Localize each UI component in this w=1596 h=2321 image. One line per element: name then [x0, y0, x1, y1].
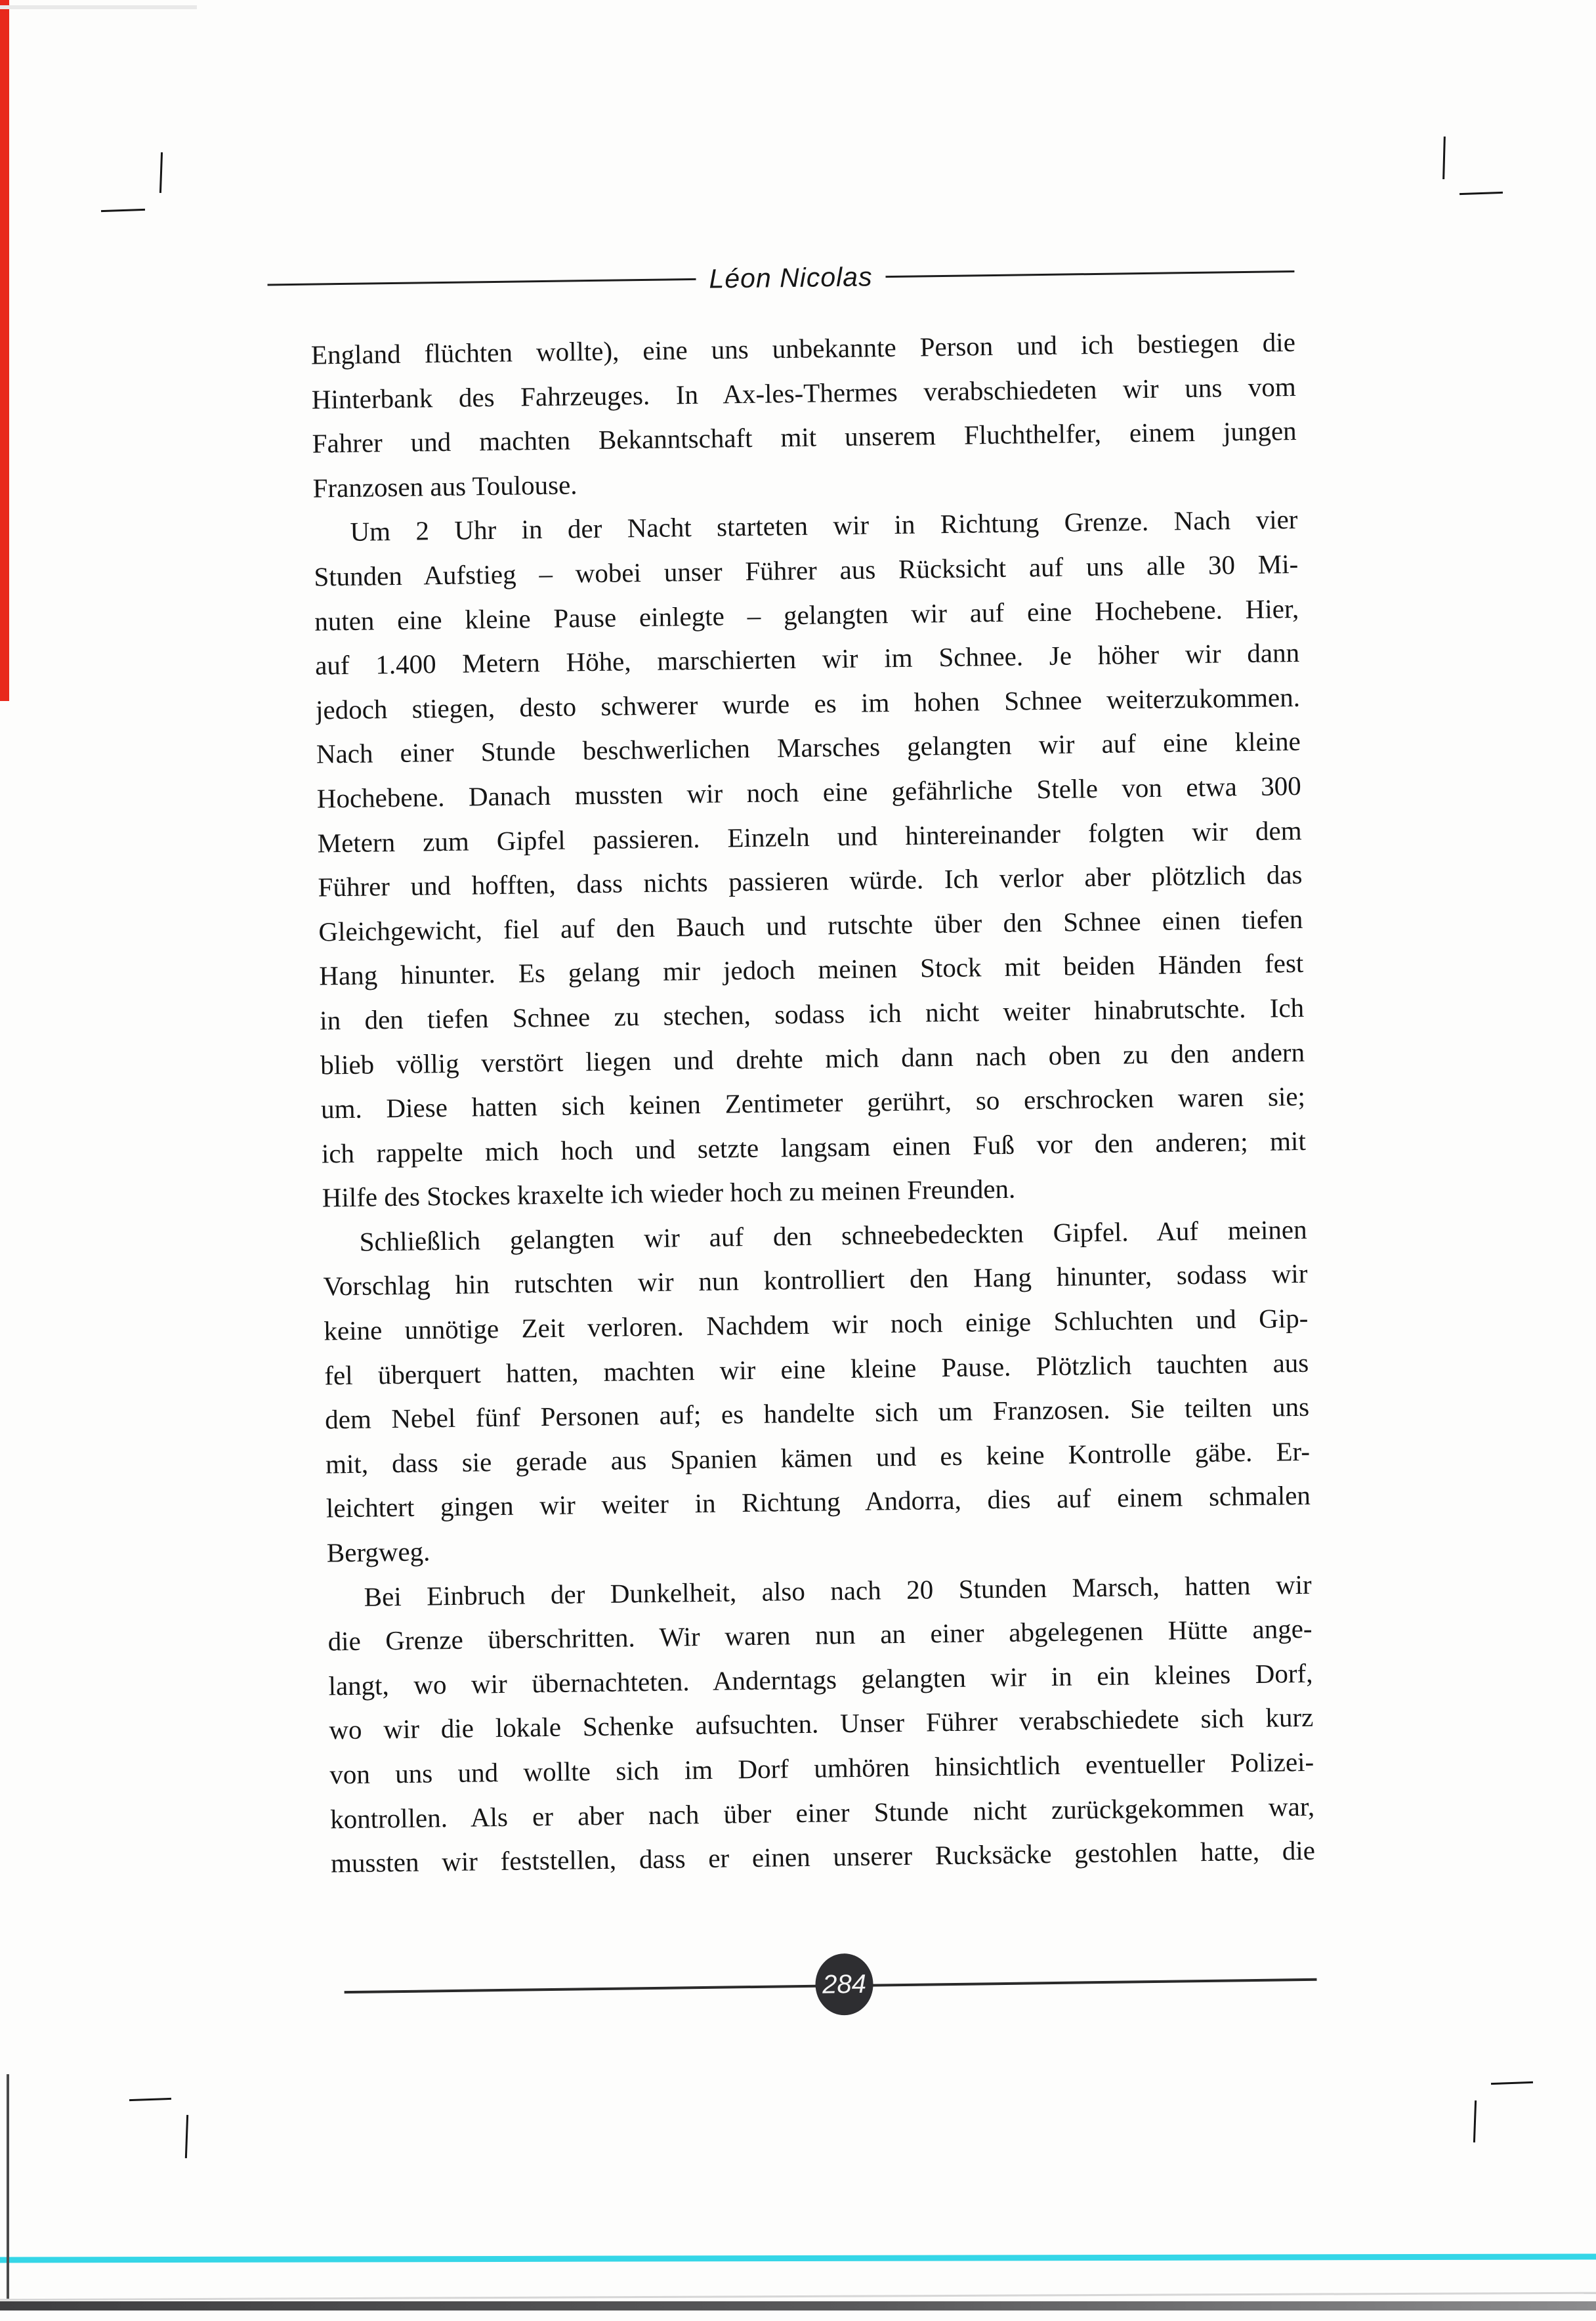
text-line: Hinterbank des Fahrzeuges. In Ax-les-Thermes verabschiedeten wir uns vom	[311, 371, 1297, 415]
text-line: Um 2 Uhr in der Nacht starteten wir in Richtung Grenze. Nach vier	[350, 504, 1298, 547]
text-line: auf 1.400 Metern Höhe, marschierten wir im Schnee. Je höher wir dann	[314, 637, 1300, 681]
text-line: Bergweg.	[326, 1536, 430, 1568]
text-line: Gleichgewicht, fiel auf den Bauch und rutschte über den Schnee einen tiefen	[318, 903, 1303, 947]
header-rule-left	[268, 278, 696, 286]
text-line: blieb völlig verstört liegen und drehte mich dann nach oben zu den andern	[320, 1036, 1305, 1080]
text-line: Hang hinunter. Es gelang mir jedoch meinen Stock mit beiden Händen fest	[319, 948, 1304, 991]
page-number: 284	[822, 1969, 867, 1999]
text-line: wo wir die lokale Schenke aufsuchten. Unser Führer verabschiedete sich kurz	[329, 1702, 1314, 1745]
text-line: jedoch stiegen, desto schwerer wurde es im hohen Schnee weiterzukommen.	[315, 681, 1301, 725]
text-line: Stunden Aufstieg – wobei unser Führer aus Rücksicht auf uns alle 30 Mi-	[314, 548, 1299, 592]
scan-left-edge-line	[7, 2074, 9, 2299]
text-line: in den tiefen Schnee zu stechen, sodass ich nicht weiter hinabrutschte. Ich	[319, 992, 1305, 1036]
header-rule-right	[885, 270, 1294, 278]
text-line: Schließlich gelangten wir auf den schneebedeckten Gipfel. Auf meinen	[359, 1214, 1307, 1257]
text-line: mussten wir feststellen, dass er einen unserer Rucksäcke gestohlen hatte, die	[330, 1835, 1316, 1879]
text-line: nuten eine kleine Pause einlegte – gelangten wir auf eine Hochebene. Hier,	[314, 593, 1299, 637]
text-line: um. Diese hatten sich keinen Zentimeter gerührt, so erschrocken waren sie;	[320, 1080, 1306, 1124]
page-footer	[344, 1946, 1317, 2024]
text-line: ich rappelte mich hoch und setzte langsam einen Fuß vor den anderen; mit	[321, 1125, 1307, 1169]
text-line: von uns und wollte sich im Dorf umhören hinsichtlich eventueller Polizei-	[329, 1746, 1314, 1790]
body-text	[311, 320, 1316, 1886]
text-line: fel überquert hatten, machten wir eine kleine Pause. Plötzlich tauchten aus	[324, 1347, 1309, 1391]
text-line: Hochebene. Danach mussten wir noch eine gefährliche Stelle von etwa 300	[316, 770, 1301, 814]
text-line: die Grenze überschritten. Wir waren nun an einer abgelegenen Hütte ange-	[327, 1613, 1312, 1657]
text-line: Nach einer Stunde beschwerlichen Marsches gelangten wir auf eine kleine	[316, 726, 1301, 769]
text-line: leichtert gingen wir weiter in Richtung Andorra, dies auf einem schmalen	[326, 1480, 1311, 1523]
text-line: dem Nebel fünf Personen auf; es handelte sich um Franzosen. Sie teilten uns	[324, 1392, 1310, 1435]
text-line: Bei Einbruch der Dunkelheit, also nach 20 Stunden Marsch, hatten wir	[364, 1569, 1312, 1612]
text-line: Hilfe des Stockes kraxelte ich wieder hoch zu meinen Freunden.	[322, 1173, 1016, 1213]
text-line: langt, wo wir übernachteten. Anderntags gelangten wir in ein kleines Dorf,	[328, 1657, 1313, 1701]
text-line: keine unnötige Zeit verloren. Nachdem wir noch einige Schluchten und Gip-	[324, 1302, 1309, 1346]
text-line: Metern zum Gipfel passieren. Einzeln und hintereinander folgten wir dem	[317, 815, 1302, 859]
text-line: kontrollen. Als er aber nach über einer Stunde nicht zurückgekommen war,	[329, 1791, 1315, 1835]
author-name: Léon Nicolas	[709, 261, 873, 294]
text-line: mit, dass sie gerade aus Spanien kämen und es keine Kontrolle gäbe. Er-	[325, 1436, 1311, 1480]
text-line: England flüchten wollte), eine uns unbekannte Person und ich bestiegen die	[310, 326, 1296, 370]
page-number-badge	[815, 1953, 873, 2016]
text-line: Fahrer und machten Bekanntschaft mit unserem Fluchthelfer, einem jungen	[312, 415, 1297, 459]
text-line: Führer und hofften, dass nichts passieren würde. Ich verlor aber plötzlich das	[318, 859, 1303, 903]
text-line: Vorschlag hin rutschten wir nun kontrolliert den Hang hinunter, sodass wir	[323, 1258, 1308, 1302]
page-header	[267, 256, 1294, 300]
text-line: Franzosen aus Toulouse.	[312, 469, 578, 503]
